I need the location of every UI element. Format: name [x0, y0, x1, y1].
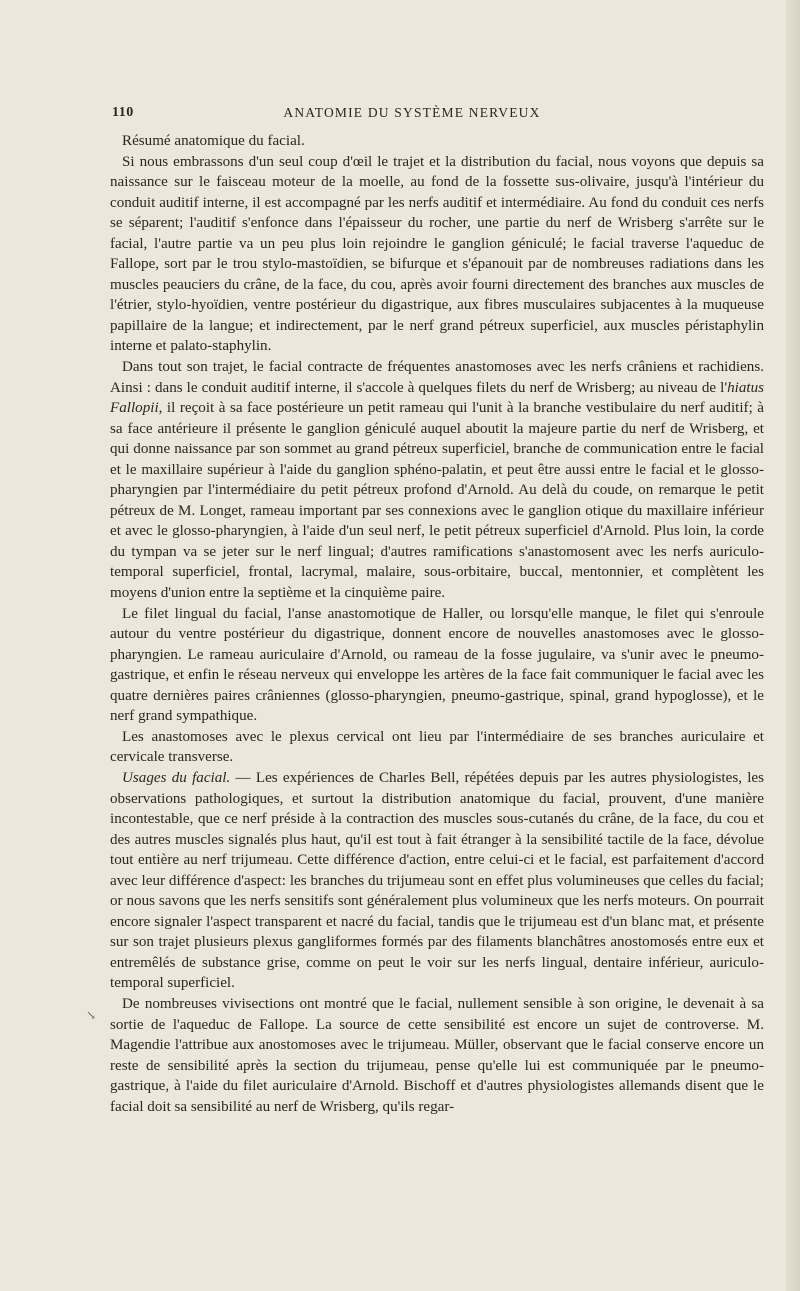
usages-heading: Usages du facial. [122, 769, 231, 786]
paragraph-anastomoses [110, 357, 764, 604]
stray-mark-icon: ↘ [86, 1008, 97, 1022]
section-heading: Résumé anatomique du facial. [122, 133, 305, 149]
paragraph-usages [110, 768, 764, 994]
paragraph-trajet: Si nous embrassons d'un seul coup d'œil le trajet et la distribution du facial, nous voyons que depuis sa naissance sur le faisceau moteur de la moelle, au fond de la fossette sus-olivaire, jusqu'à l'intérieur du conduit auditif interne, il est accompagné par les nerfs auditif et intermédiaire. Au fond du conduit ces nerfs se séparent; l'auditif s'enfonce dans l'épaisseur du rocher, une partie du nerf de Wrisberg s'arrête sur le facial, l'autre partie va un peu plus loin rejoindre le ganglion géniculé; le facial traverse l'aqueduc de Fallope, sort par le trou stylo-mastoïdien, se bifurque et s'épanouit par de nombreuses radiations dans les muscles peauciers du crâne, de la face, du cou, après avoir fourni directement des branches aux muscles de l'étrier, stylo-hyoïdien, ventre postérieur du digastrique, aux fibres musculaires subjacentes à la muqueuse papillaire de la langue; et indirectement, par le nerf grand pétreux superficiel, aux muscles péristaphylin interne et palato-staphylin. [110, 153, 764, 355]
paragraph-vivisections: De nombreuses vivisections ont montré que le facial, nullement sensible à son origine, le devenait à sa sortie de l'aqueduc de Fallope. La source de cette sensibilité est encore un sujet de controverse. M. Magendie l'attribue aux anostomoses avec le trijumeau. Müller, observant que le facial conserve encore un reste de sensibilité après la section du trijumeau, pense qu'elle lui est communiquée par le pneumo-gastrique, à l'aide du filet auriculaire d'Arnold. Bischoff et d'autres physiologistes allemands disent que le facial doit sa sensibilité au nerf de Wrisberg, qu'ils regar- [110, 995, 764, 1115]
page-edge [786, 0, 800, 1291]
paragraph-anastomoses-text-a: Dans tout son trajet, le facial contracte de fréquentes anastomoses avec les nerfs crâniens et rachidiens. Ainsi : dans le conduit auditif interne, il s'accole à quelques filets du nerf de Wrisberg; au niveau de l' [110, 359, 764, 396]
paragraph-filet-lingual: Le filet lingual du facial, l'anse anastomotique de Haller, ou lorsqu'elle manque, le filet qui s'enroule autour du ventre postérieur du digastrique, donnent encore de nouvelles anastomoses avec le glosso-pharyngien. Le rameau auriculaire d'Arnold, ou rameau de la fosse jugulaire, va s'unir avec le pneumo-gastrique, et enfin le réseau nerveux qui enveloppe les artères de la face fait communiquer le facial avec les quatre dernières paires crâniennes (glosso-pharyngien, pneumo-gastrique, spinal, grand hypoglosse), et le nerf grand sympathique. [110, 605, 764, 725]
hiatus-fallopii-term: hiatus Fallopii [110, 379, 764, 417]
text-column [110, 131, 764, 1117]
running-head [112, 103, 712, 125]
paragraph-usages-text: — Les expériences de Charles Bell, répétées depuis par les autres physiologistes, les observations pathologiques, et surtout la distribution anatomique du facial, prouvent, d'une manière incontestable, que ce nerf préside à la contraction des muscles sous-cutanés du crâne, de la face, du cou et des autres muscles signalés plus haut, qu'il est tout à fait étranger à la sensibilité tactile de la face, dévolue tout entière au nerf trijumeau. Cette différence d'action, entre celui-ci et le facial, est parfaitement d'accord avec leur différence d'aspect: les branches du trijumeau sont en effet plus volumineuses que celles du facial; or nous savons que les nerfs sensitifs sont généralement plus volumineux que les nerfs moteurs. On pourrait encore signaler l'aspect transparent et nacré du facial, tandis que le trijumeau est d'un blanc mat, et présente sur son trajet plusieurs plexus gangliformes formés par des filaments blanchâtres anostomosés entre eux et entremêlés de substance grise, comme on peut le voir sur les nerfs lingual, dentaire inférieur, auriculo-temporal superficiel. [110, 769, 765, 992]
running-title: ANATOMIE DU SYSTÈME NERVEUX [283, 105, 541, 120]
page-number: 110 [112, 105, 134, 120]
paragraph-plexus-cervical: Les anastomoses avec le plexus cervical ont lieu par l'intermédiaire de ses branches auriculaire et cervicale transverse. [110, 728, 764, 766]
paragraph-anastomoses-text-b: , il reçoit à sa face postérieure un petit rameau qui l'unit à la branche vestibulaire du nerf auditif; à sa face antérieure il présente le ganglion géniculé auquel aboutit la majeure partie du nerf de Wrisberg, et qui donne naissance par son sommet au grand pétreux superficiel, branche de communication entre le facial et le maxillaire supérieur à l'aide du ganglion sphéno-palatin, et peut être aussi entre le facial et le glosso-pharyngien par l'intermédiaire du petit pétreux profond d'Arnold. Au delà du coude, on remarque le petit pétreux de M. Longet, rameau important par ses connexions avec le ganglion otique du maxillaire inférieur et avec le glosso-pharyngien, à l'aide d'un seul nerf, le petit pétreux superficiel d'Arnold. Plus loin, la corde du tympan va se jeter sur le nerf lingual; d'autres ramifications s'anastomosent avec les nerfs auriculo-temporal superficiel, frontal, lacrymal, malaire, sous-orbitaire, buccal, mentonnier, et complètent les moyens d'union entre la septième et la cinquième paire. [110, 400, 764, 602]
